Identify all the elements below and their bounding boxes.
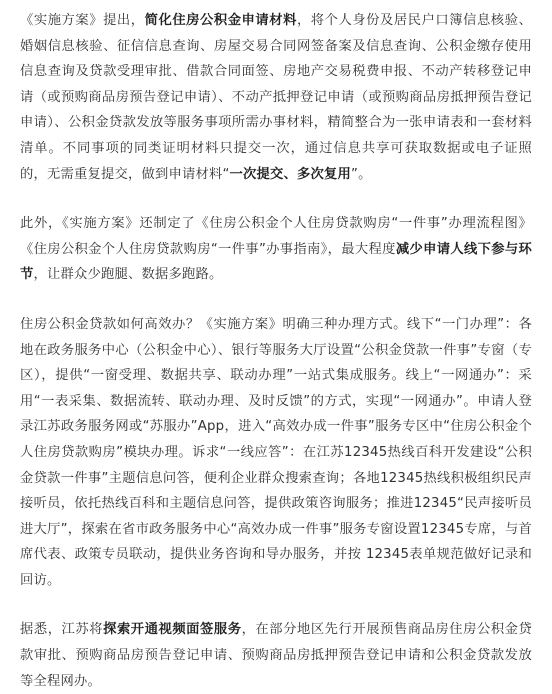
paragraph-video-signing <box>20 617 532 694</box>
text-run: 此外，《实施方案》还制定了《住房公积金个人住房贷款购房“一件事”办理流程图》《住房公积金个人住房贷款购房“一件事”办事指南》，最大程度 <box>20 216 532 257</box>
bold-text-run: 减少申请人线下参与环节 <box>20 241 532 283</box>
paragraph-handling-methods <box>20 312 532 594</box>
article-body <box>20 8 532 694</box>
text-run: 据悉，江苏将 <box>20 622 104 638</box>
text-run: ，在部分地区先行开展预售商品房住房公积金贷款审批、预购商品房预告登记申请、预购商品房抵押预告登记申请和公积金贷款发放等全程网办。 <box>20 622 533 689</box>
text-run: ，让群众少跑腿、数据多跑路。 <box>33 267 223 283</box>
bold-text-run: 一次提交、多次复用 <box>229 166 352 182</box>
text-run: 《实施方案》提出， <box>20 13 145 28</box>
paragraph-material-simplification <box>20 8 532 187</box>
text-run: ，将个人身份及居民户口簿信息核验、婚姻信息核验、征信信息查询、房屋交易合同网签备案及信息查询、公积金缴存使用信息查询及贷款受理审批、借款合同面签、房地产交易税费申报、不动产转移登记申请（或预购商品房预告登记申请）、不动产抵押登记申请（或预购商品房抵押预告登记申请）、公积金贷款发放等服务事项所需办事材料，精简整合为一张申请表和一套材料清单。不同事项的同类证明材料只提交一次，通过信息共享可获取数据或电子证照的，无需重复提交，做到申请材料“ <box>20 13 532 182</box>
bold-text-run: 简化住房公积金申请材料 <box>144 13 297 28</box>
bold-text-run: 探索开通视频面签服务 <box>103 622 242 638</box>
text-run: 住房公积金贷款如何高效办？《实施方案》明确三种办理方式。线下“一门办理”：各地在政务服务中心（公积金中心）、银行等服务大厅设置“公积金贷款一件事”专窗（专区），提供“一窗受理、数据共享、联动办理”一站式集成服务。线上“一网通办”：采用“一表采集、数据流转、联动办理、及时反馈”的方式，实现“一网通办”。申请人登录江苏政务服务网或“苏服办”App，进入“高效办成一件事”服务专区中“住房公积金个人住房贷款购房”模块办理。诉求“一线应答”：在江苏12345热线百科开发建设“公积金贷款一件事”主题信息问答，便利企业群众搜索查询；各地12345热线积极组织民声接听员，依托热线百科和主题信息问答，提供政策咨询服务；推进12345“民声接听员进大厅”，探索在省市政务服务中心“高效办成一件事”服务专窗设置12345专席，与首席代表、政策专员联动，提供业务咨询和导办服务，并按 12345表单规范做好记录和回访。 <box>20 316 532 588</box>
paragraph-process-guide <box>20 211 532 288</box>
text-run: ”。 <box>351 166 372 182</box>
